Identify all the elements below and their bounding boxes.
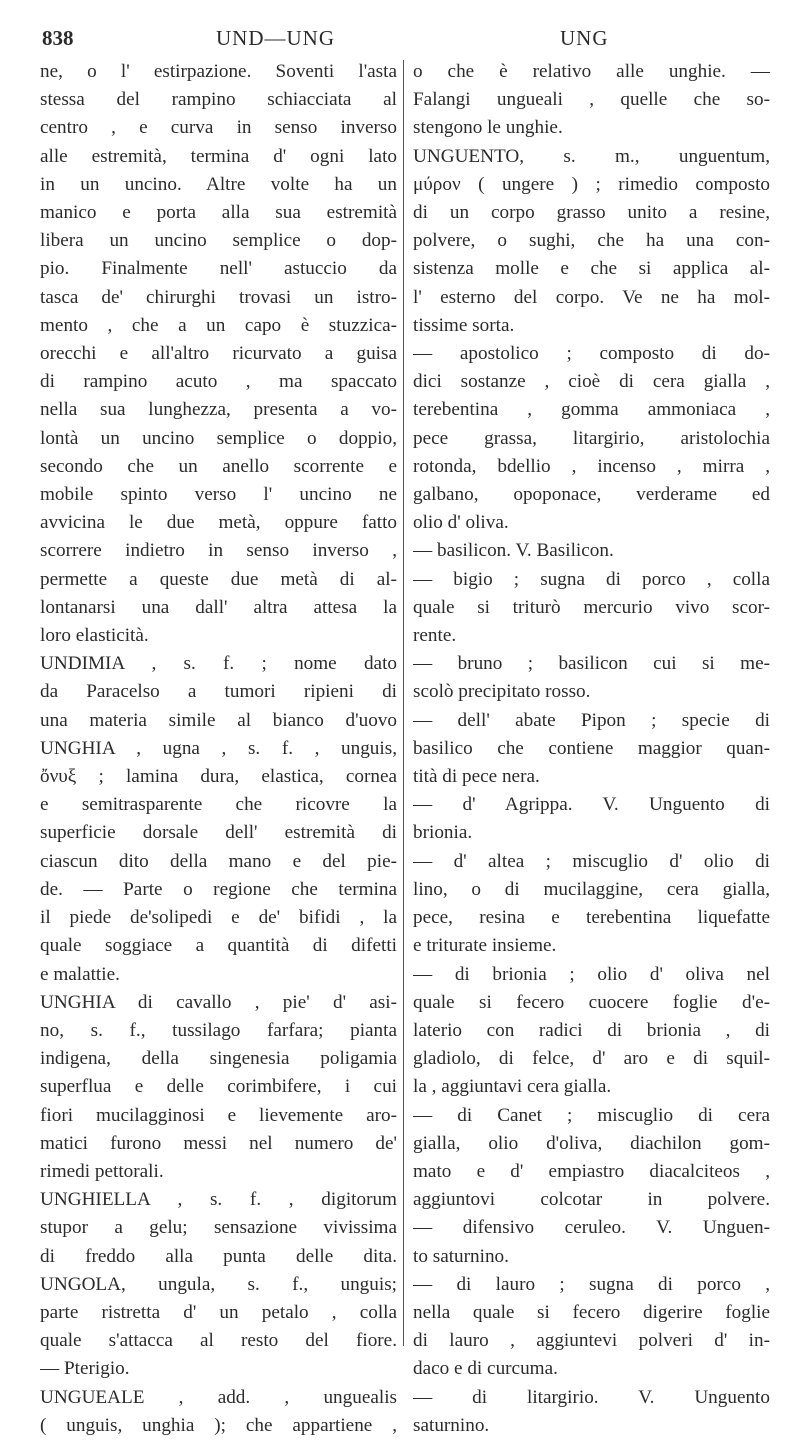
text-line: — basilicon. V. Basilicon.	[413, 540, 614, 562]
text-line: basilico che contiene maggior quan-	[413, 737, 770, 759]
text-line: stupor a gelu; sensazione vivissima	[40, 1217, 397, 1239]
text-line: indigena, della singenesia poligamia	[40, 1048, 397, 1070]
text-line: Falangi ungueali , quelle che so-	[413, 89, 770, 111]
text-line: parte ristretta d' un petalo , colla	[40, 1301, 397, 1323]
text-line: — apostolico ; composto di do-	[413, 343, 770, 365]
text-line: stessa del rampino schiacciata al	[40, 89, 397, 111]
text-line: no, s. f., tussilago farfara; pianta	[40, 1019, 397, 1041]
text-line: — difensivo ceruleo. V. Unguen-	[413, 1217, 770, 1239]
text-line: stengono le unghie.	[413, 117, 563, 139]
text-line: μύρον ( ungere ) ; rimedio composto	[413, 173, 770, 195]
text-line: tasca de' chirurghi trovasi un istro-	[40, 286, 397, 308]
text-line: gialla, olio d'oliva, diachilon gom-	[413, 1132, 770, 1154]
text-line: sistenza molle e che si applica al-	[413, 258, 770, 280]
text-line: avvicina le due metà, oppure fatto	[40, 512, 397, 534]
text-line: il piede de'solipedi e de' bifidi , la	[40, 907, 397, 929]
text-line: centro , e curva in senso inverso	[40, 117, 397, 139]
text-line: tissime sorta.	[413, 314, 515, 336]
text-line: quale si triturò mercurio vivo scor-	[413, 596, 770, 618]
column-divider	[403, 60, 404, 1346]
text-line: alle estremità, termina d' ogni lato	[40, 145, 397, 167]
running-header	[40, 24, 770, 56]
text-line: di un corpo grasso unito a resine,	[413, 202, 770, 224]
text-line: galbano, opoponace, verderame ed	[413, 484, 770, 506]
text-line: — d' Agrippa. V. Unguento di	[413, 794, 770, 816]
text-line: polvere, o sughi, che ha una con-	[413, 230, 770, 252]
text-line: ( unguis, unghia ); che appartiene ,	[40, 1414, 397, 1436]
text-line: aggiuntovi colcotar in polvere.	[413, 1189, 770, 1211]
text-line: — di Canet ; miscuglio di cera	[413, 1104, 770, 1126]
text-line: UNGOLA, ungula, s. f., unguis;	[40, 1273, 397, 1295]
text-line: laterio con radici di brionia , di	[413, 1019, 770, 1041]
text-line: nella sua lunghezza, presenta a vo-	[40, 399, 397, 421]
text-line: manico e porta alla sua estremità	[40, 202, 397, 224]
text-line: rimedi pettorali.	[40, 1160, 164, 1182]
text-line: pio. Finalmente nell' astuccio da	[40, 258, 397, 280]
text-line: dici sostanze , cioè di cera gialla ,	[413, 371, 770, 393]
text-line: mento , che a un capo è stuzzica-	[40, 314, 397, 336]
text-line: — d' altea ; miscuglio d' olio di	[413, 850, 770, 872]
text-line: quale soggiace a quantità di difetti	[40, 935, 397, 957]
text-line: — di lauro ; sugna di porco ,	[413, 1273, 770, 1295]
text-line: lontà un uncino semplice o doppio,	[40, 427, 397, 449]
text-line: rente.	[413, 625, 457, 647]
text-line: quale si fecero cuocere foglie d'e-	[413, 991, 770, 1013]
text-line: di rampino acuto , ma spaccato	[40, 371, 397, 393]
text-line: da Paracelso a tumori ripieni di	[40, 681, 397, 703]
text-line: superficie dorsale dell' estremità di	[40, 822, 397, 844]
text-line: to saturnino.	[413, 1245, 509, 1267]
text-line: quale s'attacca al resto del fiore.	[40, 1330, 397, 1352]
text-line: — di brionia ; olio d' oliva nel	[413, 963, 770, 985]
text-line: ne, o l' estirpazione. Soventi l'asta	[40, 61, 397, 82]
text-line: de. — Parte o regione che termina	[40, 878, 397, 900]
text-line: pece, resina e terebentina liquefatte	[413, 907, 770, 929]
text-line: terebentina , gomma ammoniaca ,	[413, 399, 770, 421]
text-line: e semitrasparente che ricovre la	[40, 794, 397, 816]
text-line: olio d' oliva.	[413, 512, 509, 534]
text-line: lino, o di mucilaggine, cera gialla,	[413, 878, 770, 900]
text-line: tità di pece nera.	[413, 766, 540, 788]
text-line: o che è relativo alle unghie. —	[413, 61, 770, 82]
text-line: orecchi e all'altro ricurvato a guisa	[40, 343, 397, 365]
text-line: permette a queste due metà di al-	[40, 568, 397, 590]
text-line: rotonda, bdellio , incenso , mirra ,	[413, 455, 770, 477]
text-line: scorrere indietro in senso inverso ,	[40, 540, 397, 562]
text-line: fiori mucilagginosi e lievemente aro-	[40, 1104, 397, 1126]
text-line: loro elasticità.	[40, 625, 149, 647]
text-line: brionia.	[413, 822, 473, 844]
text-line: la , aggiuntavi cera gialla.	[413, 1076, 612, 1098]
text-line: — Pterigio.	[40, 1358, 130, 1380]
text-line: UNDIMIA , s. f. ; nome dato	[40, 653, 397, 675]
text-line: saturnino.	[413, 1414, 490, 1436]
text-line: — di litargirio. V. Unguento	[413, 1386, 770, 1408]
text-line: lontanarsi una dall' altra attesa la	[40, 596, 397, 618]
text-line: nella quale si fecero digerire foglie	[413, 1301, 770, 1323]
right-text-column	[413, 58, 770, 1440]
page-number: 838	[42, 26, 74, 50]
text-line: di freddo alla punta delle dita.	[40, 1245, 397, 1267]
text-line: mato e d' empiastro diacalciteos ,	[413, 1160, 770, 1182]
right-running-head: UNG	[560, 26, 609, 50]
text-line: di lauro , aggiuntevi polveri d' in-	[413, 1330, 770, 1352]
text-line: in un uncino. Altre volte ha un	[40, 173, 397, 195]
text-line: UNGHIA , ugna , s. f. , unguis,	[40, 737, 397, 759]
text-line: — bigio ; sugna di porco , colla	[413, 568, 770, 590]
text-line: secondo che un anello scorrente e	[40, 455, 397, 477]
text-line: e malattie.	[40, 963, 120, 985]
text-line: pece grassa, litargirio, aristolochia	[413, 427, 770, 449]
text-line: gladiolo, di felce, d' aro e di squil-	[413, 1048, 770, 1070]
text-line: matici furono messi nel numero de'	[40, 1132, 397, 1154]
text-line: l' esterno del corpo. Ve ne ha mol-	[413, 286, 770, 308]
text-line: scolò precipitato rosso.	[413, 681, 591, 703]
text-line: mobile spinto verso l' uncino ne	[40, 484, 397, 506]
text-line: una materia simile al bianco d'uovo	[40, 709, 397, 731]
text-line: e triturate insieme.	[413, 935, 557, 957]
text-line: — bruno ; basilicon cui si me-	[413, 653, 770, 675]
text-line: ὄνυξ ; lamina dura, elastica, cornea	[40, 766, 397, 788]
text-line: daco e di curcuma.	[413, 1358, 558, 1380]
text-line: UNGHIELLA , s. f. , digitorum	[40, 1189, 397, 1211]
text-line: libera un uncino semplice o dop-	[40, 230, 397, 252]
text-line: UNGUEALE , add. , unguealis	[40, 1386, 397, 1408]
left-running-head: UND—UNG	[216, 26, 335, 50]
text-line: UNGUENTO, s. m., unguentum,	[413, 145, 770, 167]
text-line: — dell' abate Pipon ; specie di	[413, 709, 770, 731]
text-line: superflua e delle corimbifere, i cui	[40, 1076, 397, 1098]
text-line: UNGHIA di cavallo , pie' d' asi-	[40, 991, 397, 1013]
left-text-column	[40, 58, 397, 1440]
text-line: ciascun dito della mano e del pie-	[40, 850, 397, 872]
